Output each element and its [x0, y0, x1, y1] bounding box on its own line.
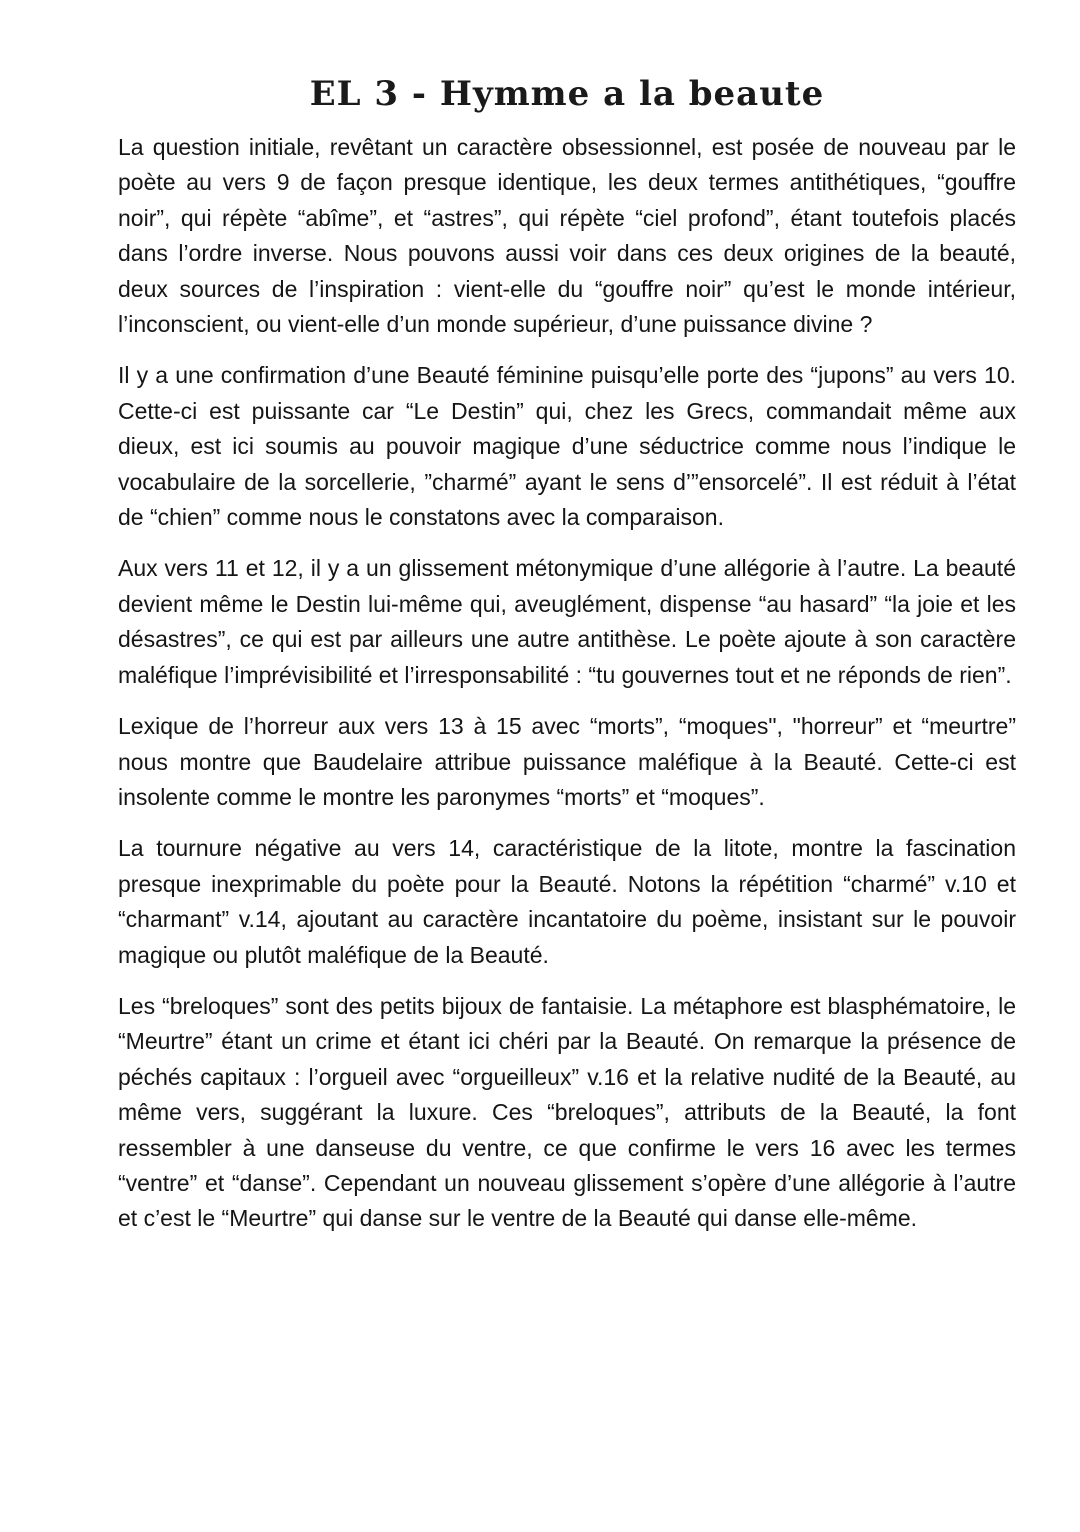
paragraph-breloques: Les “breloques” sont des petits bijoux de fantaisie. La métaphore est blasphématoire, le “Meurtre” étant un crime et étant ici chéri par la Beauté. On remarque la présence de péchés capitaux : l’orgueil avec “orgueilleux” v.16 et la relative nudité de la Beauté, au même vers, suggérant la luxure. Ces “breloques”, attributs de la Beauté, la font ressembler à une danseuse du ventre, ce que confirme le vers 16 avec les termes “ventre” et “danse”. Cependant un nouveau glissement s’opère d’une allégorie à l’autre et c’est le “Meurtre” qui danse sur le ventre de la Beauté qui danse elle-même.: [118, 992, 1016, 1232]
paragraph-glissement-metonymique: Aux vers 11 et 12, il y a un glissement métonymique d’une allégorie à l’autre. La beauté devient même le Destin lui-même qui, aveuglément, dispense “au hasard” “la joie et les désastres”, ce qui est par ailleurs une autre antithèse. Le poète ajoute à son caractère maléfique l’imprévisibilité et l’irresponsabilité : “tu gouvernes tout et ne réponds de rien”.: [118, 555, 1016, 688]
paragraph-tournure-negative: La tournure négative au vers 14, caractéristique de la litote, montre la fascination presque inexprimable du poète pour la Beauté. Notons la répétition “charmé” v.10 et “charmant” v.14, ajoutant au caractère incantatoire du poème, insistant sur le pouvoir magique ou plutôt maléfique de la Beauté.: [118, 835, 1016, 968]
paragraph-lexique-horreur: Lexique de l’horreur aux vers 13 à 15 avec “morts”, “moques", "horreur” et “meurtre” nous montre que Baudelaire attribue puissance maléfique à la Beauté. Cette-ci est insolente comme le montre les paronymes “morts” et “moques”.: [118, 713, 1016, 810]
paragraph-beaute-feminine: Il y a une confirmation d’une Beauté féminine puisqu’elle porte des “jupons” au vers 10. Cette-ci est puissante car “Le Destin” qui, chez les Grecs, commandait même aux dieux, est ici soumis au pouvoir magique d’une séductrice comme nous l’indique le vocabulaire de la sorcellerie, ”charmé” ayant le sens d’”ensorcelé”. Il est réduit à l’état de “chien” comme nous le constatons avec la comparaison.: [118, 362, 1016, 531]
paragraph-question-initiale: La question initiale, revêtant un caractère obsessionnel, est posée de nouveau par le poète au vers 9 de façon presque identique, les deux termes antithétiques, “gouffre noir”, qui répète “abîme”, et “astres”, qui répète “ciel profond”, étant toutefois placés dans l’ordre inverse. Nous pouvons aussi voir dans ces deux origines de la beauté, deux sources de l’inspiration : vient-elle du “gouffre noir” qu’est le monde intérieur, l’inconscient, ou vient-elle d’un monde supérieur, d’une puissance divine ?: [118, 134, 1016, 338]
page-title: EL 3 - Hymme a la beaute: [309, 74, 825, 114]
